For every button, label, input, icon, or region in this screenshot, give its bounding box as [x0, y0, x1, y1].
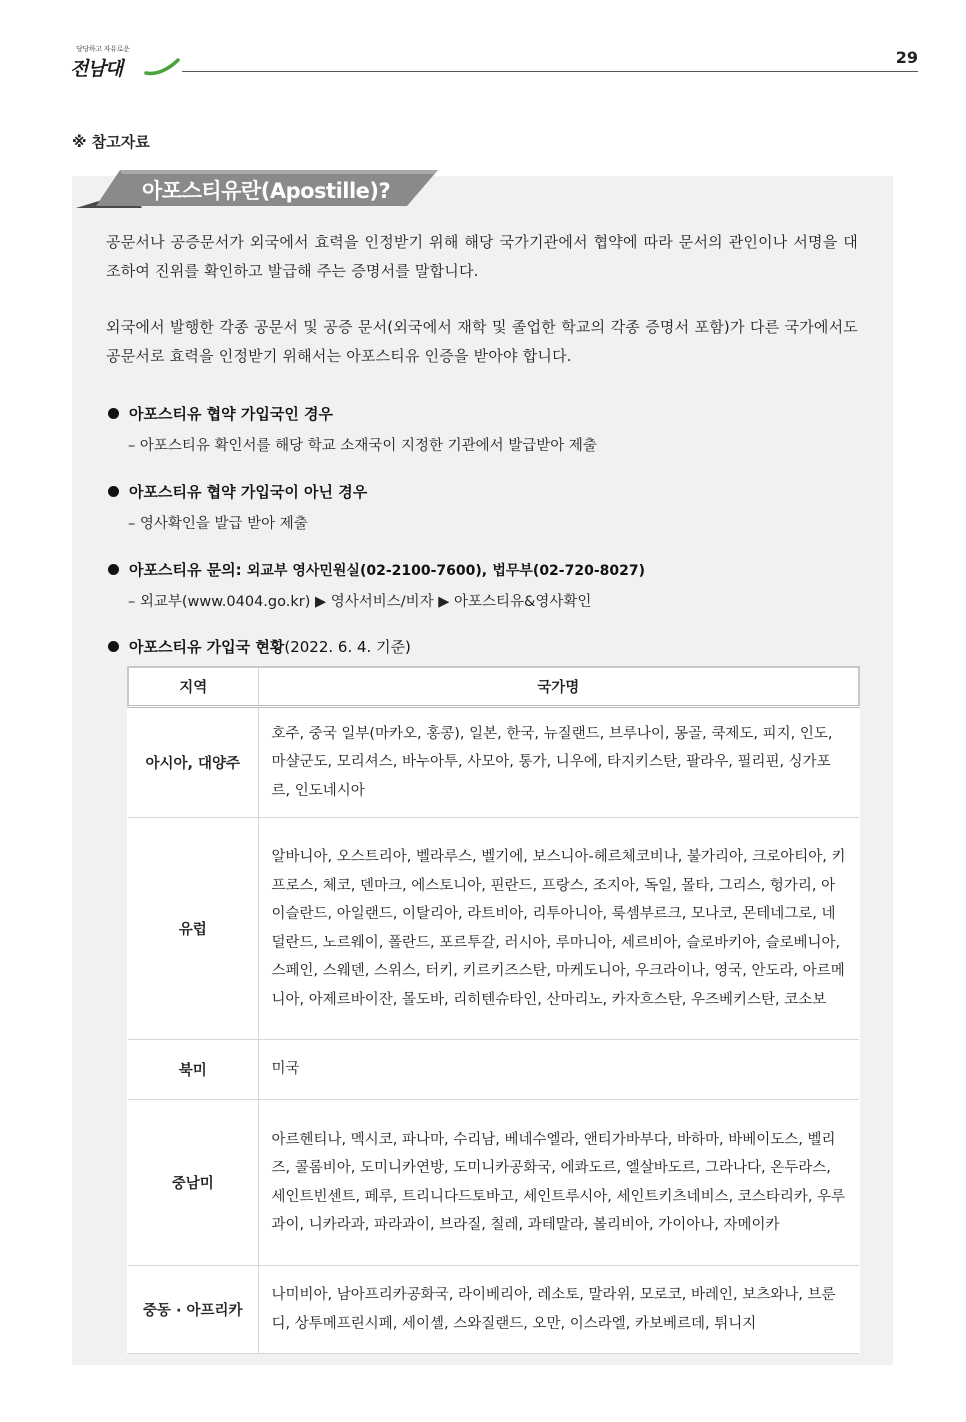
university-logo: [70, 44, 180, 78]
countries-cell: 알바니아, 오스트리아, 벨라루스, 벨기에, 보스니아-헤르체코비나, 불가리아, 크로아티아, 키프로스, 체코, 덴마크, 에스토니아, 핀란드, 프랑스, 조지아, 독일, 몰타, 그리스, 헝가리, 아이슬란드, 아일랜드, 이탈리아, 라트비아, 리투아니아, 룩셈부르크, 모나코, 몬테네그로, 네덜란드, 노르웨이, 폴란드, 포르투갈, 러시아, 루마니아, 세르비아, 슬로바키아, 슬로베니아, 스페인, 스웨덴, 스위스, 터키, 키르키즈스탄, 마케도니아, 우크라이나, 영국, 안도라, 아르메니아, 아제르바이잔, 몰도바, 리히텐슈타인, 산마리노, 카자흐스탄, 우즈베키스탄, 코소보: [258, 818, 859, 1040]
table-row: [128, 1100, 859, 1266]
bullet-title: 아포스티유 문의:: [129, 561, 242, 579]
table-row: [128, 707, 859, 818]
table-row: [128, 1040, 859, 1100]
contact-moj: 법무부(02-720-8027): [492, 563, 646, 579]
bullet-icon: [108, 641, 119, 652]
table-row: [128, 818, 859, 1040]
bullet-title: 아포스티유 가입국 현황: [129, 638, 285, 656]
bullet-member-country: [108, 403, 333, 424]
status-date: (2022. 6. 4. 기준): [284, 638, 411, 656]
column-header-countries: 국가명: [258, 667, 859, 707]
bullet-title: 아포스티유 협약 가입국인 경우: [129, 405, 334, 423]
countries-cell: 호주, 중국 일부(마카오, 홍콩), 일본, 한국, 뉴질랜드, 브루나이, 몽골, 쿡제도, 피지, 인도, 마샬군도, 모리셔스, 바누아투, 사모아, 통가, 니우에, 타지키스탄, 팔라우, 필리핀, 싱가포르, 인도네시아: [258, 707, 859, 818]
member-countries-table: [127, 666, 858, 1354]
bullet-icon: [108, 408, 119, 419]
bullet-member-status: [108, 636, 411, 657]
reference-heading: ※ 참고자료: [72, 133, 150, 151]
countries-cell: 미국: [258, 1040, 859, 1100]
region-cell: 중남미: [128, 1100, 258, 1266]
countries-cell: 나미비아, 남아프리카공화국, 라이베리아, 레소토, 말라위, 모로코, 바레인, 보츠와나, 브룬디, 상투메프린시페, 세이셸, 스와질랜드, 오만, 이스라엘, 카보베르데, 튀니지: [258, 1266, 859, 1354]
header-divider: [182, 71, 918, 72]
countries-cell: 아르헨티나, 멕시코, 파나마, 수리남, 베네수엘라, 앤티가바부다, 바하마, 바베이도스, 벨리즈, 콜롬비아, 도미니카연방, 도미니카공화국, 에콰도르, 엘살바도르, 그라나다, 온두라스, 세인트빈센트, 페루, 트리니다드토바고, 세인트루시아, 세인트키츠네비스, 코스타리카, 우루과이, 니카라과, 파라과이, 브라질, 칠레, 과테말라, 볼리비아, 가이아나, 자메이카: [258, 1100, 859, 1266]
section-title: 아포스티유란(Apostille)?: [142, 179, 391, 203]
region-cell: 북미: [128, 1040, 258, 1100]
contact-mofa: 외교부 영사민원실(02-2100-7600),: [246, 563, 488, 579]
bullet-detail: – 영사확인을 발급 받아 제출: [128, 516, 308, 532]
bullet-detail: – 아포스티유 확인서를 해당 학교 소재국이 지정한 기관에서 발급받아 제출: [128, 438, 597, 454]
table-row: [128, 1266, 859, 1354]
bullet-inquiry: [108, 559, 645, 580]
inquiry-path: – 외교부(www.0404.go.kr) ▶ 영사서비스/비자 ▶ 아포스티유&영사확인: [128, 594, 592, 610]
requirement-paragraph: 외국에서 발행한 각종 공문서 및 공증 문서(외국에서 재학 및 졸업한 학교의 각종 증명서 포함)가 다른 국가에서도 공문서로 효력을 인정받기 위해서는 아포스티유 인증을 받아야 합니다.: [106, 318, 858, 365]
bullet-icon: [108, 486, 119, 497]
table-header-row: [128, 667, 859, 707]
logo-wordmark: 전남대: [70, 58, 123, 80]
bullet-icon: [108, 564, 119, 575]
region-cell: 중동 · 아프리카: [128, 1266, 258, 1354]
logo-swoosh-icon: [144, 58, 180, 76]
intro-paragraph: 공문서나 공증문서가 외국에서 효력을 인정받기 위해 해당 국가기관에서 협약에 따라 문서의 관인이나 서명을 대조하여 진위를 확인하고 발급해 주는 증명서를 말합니다.: [106, 233, 858, 280]
column-header-region: 지역: [128, 667, 258, 707]
logo-slogan: 당당하고 자유로운: [76, 45, 130, 53]
page-number: 29: [895, 48, 918, 67]
region-cell: 유럽: [128, 818, 258, 1040]
bullet-title: 아포스티유 협약 가입국이 아닌 경우: [129, 483, 368, 501]
bullet-non-member-country: [108, 481, 367, 502]
region-cell: 아시아, 대양주: [128, 707, 258, 818]
